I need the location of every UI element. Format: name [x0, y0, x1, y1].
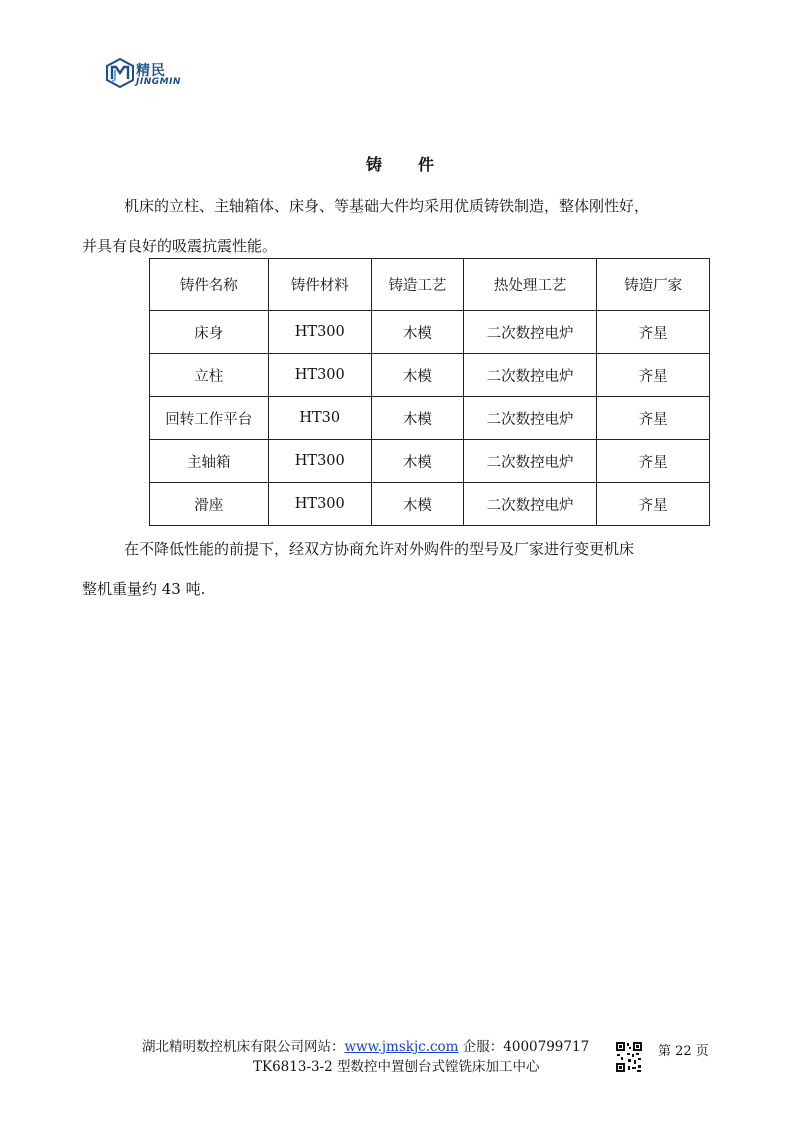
- table-row: [150, 397, 710, 440]
- table-cell: HT300: [268, 311, 371, 354]
- intro-line-2: 并具有良好的吸震抗震性能。: [82, 237, 278, 255]
- casting-table: [149, 258, 710, 526]
- table-cell: 木模: [371, 354, 463, 397]
- qr-code-icon: [615, 1041, 643, 1073]
- table-cell: 齐星: [597, 483, 710, 526]
- header-cell: 铸造厂家: [597, 259, 710, 311]
- table-row: [150, 483, 710, 526]
- intro-line-1: 机床的立柱、主轴箱体、床身、等基础大件均采用优质铸铁制造，整体刚性好，: [124, 197, 650, 215]
- table-cell: 木模: [371, 397, 463, 440]
- header-cell: 热处理工艺: [463, 259, 596, 311]
- table-cell: HT300: [268, 440, 371, 483]
- note-line-1: 在不降低性能的前提下，经双方协商允许对外购件的型号及厂家进行变更机床: [124, 540, 635, 558]
- table-cell: 滑座: [150, 483, 269, 526]
- header-cell: 铸件名称: [150, 259, 269, 311]
- table-cell: HT300: [268, 483, 371, 526]
- table-header-row: [150, 259, 710, 311]
- table-cell: 主轴箱: [150, 440, 269, 483]
- section-title: 铸件: [365, 155, 470, 174]
- table-cell: 床身: [150, 311, 269, 354]
- table-cell: 齐星: [597, 397, 710, 440]
- table-row: [150, 440, 710, 483]
- table-cell: 齐星: [597, 440, 710, 483]
- logo-english-text: JINGMIN: [136, 77, 181, 87]
- table-cell: 木模: [371, 483, 463, 526]
- table-cell: 二次数控电炉: [463, 483, 596, 526]
- footer-contact-line: [142, 1035, 589, 1055]
- table-cell: 齐星: [597, 354, 710, 397]
- note-line-2: 整机重量约 43 吨.: [82, 580, 206, 598]
- jingmin-logo-icon: [106, 58, 134, 88]
- intro-paragraph: [82, 186, 718, 266]
- table-cell: 二次数控电炉: [463, 440, 596, 483]
- table-row: [150, 354, 710, 397]
- table-cell: HT30: [268, 397, 371, 440]
- table-cell: 立柱: [150, 354, 269, 397]
- company-logo: [106, 58, 196, 92]
- table-cell: 木模: [371, 440, 463, 483]
- header-cell: 铸造工艺: [371, 259, 463, 311]
- table-row: [150, 311, 710, 354]
- table-cell: 木模: [371, 311, 463, 354]
- website-link[interactable]: www.jmskjc.com: [344, 1039, 459, 1055]
- table-cell: 二次数控电炉: [463, 397, 596, 440]
- table-cell: 二次数控电炉: [463, 354, 596, 397]
- note-paragraph: [82, 529, 718, 609]
- table-cell: 回转工作平台: [150, 397, 269, 440]
- table-cell: HT300: [268, 354, 371, 397]
- table-cell: 齐星: [597, 311, 710, 354]
- logo-chinese-text: 精民: [136, 63, 166, 79]
- footer-company: 湖北精明数控机床有限公司网站：: [142, 1039, 345, 1055]
- page-number: 第 22 页: [658, 1044, 709, 1059]
- footer-model-line: TK6813-3-2 型数控中置刨台式镗铣床加工中心: [253, 1059, 540, 1075]
- header-cell: 铸件材料: [268, 259, 371, 311]
- table-cell: 二次数控电炉: [463, 311, 596, 354]
- footer-service-phone: 企服：4000799717: [458, 1039, 590, 1055]
